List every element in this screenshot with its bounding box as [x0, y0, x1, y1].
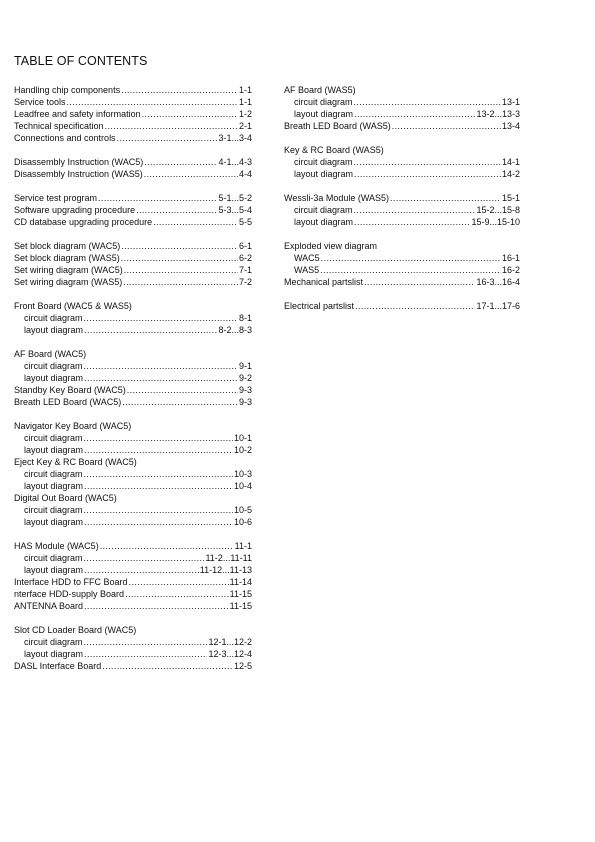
toc-entry-label: WAC5 — [294, 253, 320, 263]
toc-entry — [14, 660, 252, 672]
toc-entry — [284, 192, 520, 204]
toc-entry-page: 16-2 — [501, 265, 520, 275]
toc-entry-page: 9-3 — [238, 385, 252, 395]
toc-entry-label: circuit diagram — [24, 553, 83, 563]
toc-entry — [284, 96, 520, 108]
toc-entry — [284, 204, 520, 216]
toc-entry — [284, 156, 520, 168]
section-spacer — [284, 288, 520, 300]
toc-entry-label: Set block diagram (WAS5) — [14, 253, 120, 263]
dot-leader — [84, 504, 233, 516]
toc-entry-label: circuit diagram — [24, 469, 83, 479]
toc-entry-page: 13-2...13-3 — [476, 109, 520, 119]
dot-leader — [122, 396, 238, 408]
toc-entry-page: 15-2...15-8 — [476, 205, 520, 215]
dot-leader — [127, 384, 238, 396]
dot-leader — [390, 192, 501, 204]
dot-leader — [354, 204, 476, 216]
toc-entry-page: 8-1 — [238, 313, 252, 323]
dot-leader — [84, 324, 217, 336]
toc-section-heading: AF Board (WAC5) — [14, 349, 87, 359]
toc-entry-page: 10-3 — [233, 469, 252, 479]
toc-entry-page: 2-1 — [238, 121, 252, 131]
toc-entry — [14, 252, 252, 264]
toc-entry-label: WAS5 — [294, 265, 320, 275]
toc-entry-label: Service tools — [14, 97, 66, 107]
toc-entry-page: 15-9...15-10 — [471, 217, 520, 227]
toc-entry-label: layout diagram — [24, 373, 84, 383]
toc-entry-page: 11-12...11-13 — [199, 565, 252, 575]
dot-leader — [321, 252, 501, 264]
toc-section-heading: Digital Out Board (WAC5) — [14, 493, 117, 503]
dot-leader — [84, 516, 233, 528]
dot-leader — [84, 600, 229, 612]
toc-entry-page: 4-4 — [238, 169, 252, 179]
toc-entry — [14, 516, 252, 528]
toc-entry-page: 5-1...5-2 — [218, 193, 252, 203]
toc-entry — [14, 204, 252, 216]
toc-entry-label: CD database upgrading procedure — [14, 217, 153, 227]
dot-leader — [84, 468, 233, 480]
dot-leader — [67, 96, 238, 108]
dot-leader — [354, 168, 501, 180]
dot-leader — [84, 648, 207, 660]
toc-entry-page: 1-1 — [238, 85, 252, 95]
toc-entry-page: 10-2 — [233, 445, 252, 455]
toc-entry-label: Breath LED Board (WAC5) — [14, 397, 122, 407]
toc-entry-label: layout diagram — [24, 649, 84, 659]
dot-leader — [84, 360, 238, 372]
toc-entry — [14, 600, 252, 612]
dot-leader — [121, 240, 238, 252]
dot-leader — [105, 120, 238, 132]
section-spacer — [14, 408, 252, 420]
toc-entry — [14, 264, 252, 276]
toc-entry-label: circuit diagram — [24, 433, 83, 443]
dot-leader — [84, 312, 238, 324]
toc-entry-label: circuit diagram — [294, 205, 353, 215]
toc-entry-label: circuit diagram — [24, 361, 83, 371]
toc-entry-label: layout diagram — [24, 325, 84, 335]
toc-entry-page: 5-5 — [238, 217, 252, 227]
toc-entry — [14, 588, 252, 600]
dot-leader — [136, 204, 217, 216]
toc-entry — [14, 468, 252, 480]
dot-leader — [354, 96, 501, 108]
dot-leader — [84, 444, 233, 456]
toc-section-heading: Front Board (WAC5 & WAS5) — [14, 301, 132, 311]
toc-entry — [14, 636, 252, 648]
toc-entry — [284, 216, 520, 228]
toc-entry-label: Set wiring diagram (WAS5) — [14, 277, 123, 287]
dot-leader — [364, 276, 475, 288]
toc-entry-label: Interface HDD to FFC Board — [14, 577, 128, 587]
toc-entry-page: 12-3...12-4 — [208, 649, 252, 659]
toc-entry-label: layout diagram — [294, 109, 354, 119]
toc-entry-page: 6-1 — [238, 241, 252, 251]
toc-entry — [14, 156, 252, 168]
toc-entry — [14, 120, 252, 132]
toc-entry-label: Service test program — [14, 193, 98, 203]
toc-entry — [14, 396, 252, 408]
toc-entry-label: Breath LED Board (WAS5) — [284, 121, 391, 131]
dot-leader — [124, 264, 238, 276]
toc-entry-page: 11-1 — [234, 541, 252, 551]
toc-entry-label: circuit diagram — [24, 637, 83, 647]
toc-entry-label: DASL Interface Board — [14, 661, 102, 671]
toc-entry-label: Standby Key Board (WAC5) — [14, 385, 126, 395]
toc-entry — [14, 480, 252, 492]
toc-entry-page: 15-1 — [501, 193, 520, 203]
toc-entry — [14, 540, 252, 552]
toc-entry-page: 14-2 — [501, 169, 520, 179]
toc-entry-label: Connections and controls — [14, 133, 116, 143]
section-spacer — [14, 144, 252, 156]
toc-entry-page: 12-5 — [233, 661, 252, 671]
toc-entry-page: 11-14 — [229, 577, 252, 587]
toc-entry — [284, 300, 520, 312]
toc-entry — [284, 252, 520, 264]
toc-entry — [14, 324, 252, 336]
dot-leader — [142, 108, 238, 120]
toc-entry-page: 16-3...16-4 — [476, 277, 520, 287]
toc-entry-page: 3-1...3-4 — [218, 133, 252, 143]
toc-entry — [14, 648, 252, 660]
section-spacer — [14, 528, 252, 540]
toc-entry-page: 5-3...5-4 — [218, 205, 252, 215]
toc-entry-page: 9-2 — [238, 373, 252, 383]
toc-entry-page: 9-3 — [238, 397, 252, 407]
toc-entry-page: 10-5 — [233, 505, 252, 515]
dot-leader — [100, 540, 234, 552]
toc-entry-label: nterface HDD-supply Board — [14, 589, 125, 599]
toc-entry — [284, 120, 520, 132]
toc-entry-page: 9-1 — [238, 361, 252, 371]
toc-entry — [284, 108, 520, 120]
toc-entry-label: layout diagram — [24, 445, 84, 455]
toc-entry-page: 11-15 — [229, 589, 252, 599]
dot-leader — [84, 552, 205, 564]
section-spacer — [14, 288, 252, 300]
toc-entry-page: 10-4 — [233, 481, 252, 491]
section-spacer — [14, 612, 252, 624]
dot-leader — [117, 132, 218, 144]
toc-entry-label: layout diagram — [24, 565, 84, 575]
dot-leader — [392, 120, 501, 132]
toc-entry-page: 17-1...17-6 — [476, 301, 520, 311]
dot-leader — [121, 84, 238, 96]
toc-entry-page: 14-1 — [501, 157, 520, 167]
toc-entry-page: 6-2 — [238, 253, 252, 263]
toc-entry-page: 10-1 — [233, 433, 252, 443]
toc-entry-page: 1-2 — [238, 109, 252, 119]
toc-entry-label: Handling chip components — [14, 85, 121, 95]
toc-left-column — [14, 84, 252, 672]
dot-leader — [84, 480, 233, 492]
toc-entry-label: ANTENNA Board — [14, 601, 84, 611]
dot-leader — [144, 168, 238, 180]
toc-section-heading: Exploded view diagram — [284, 241, 378, 251]
toc-entry-page: 13-1 — [501, 97, 520, 107]
toc-entry-label: layout diagram — [24, 481, 84, 491]
dot-leader — [354, 216, 470, 228]
dot-leader — [98, 192, 217, 204]
dot-leader — [121, 252, 238, 264]
dot-leader — [354, 156, 501, 168]
toc-entry-label: Technical specification — [14, 121, 104, 131]
toc-entry — [284, 264, 520, 276]
toc-entry-page: 11-2...11-11 — [205, 553, 252, 563]
toc-entry — [14, 444, 252, 456]
toc-entry-page: 10-6 — [233, 517, 252, 527]
toc-entry — [14, 216, 252, 228]
toc-entry — [284, 168, 520, 180]
dot-leader — [354, 108, 475, 120]
toc-entry-label: Set wiring diagram (WAC5) — [14, 265, 123, 275]
toc-entry-label: circuit diagram — [294, 157, 353, 167]
section-spacer — [284, 180, 520, 192]
toc-entry-label: layout diagram — [294, 169, 354, 179]
dot-leader — [125, 588, 229, 600]
toc-entry — [284, 276, 520, 288]
toc-entry — [14, 372, 252, 384]
dot-leader — [102, 660, 233, 672]
toc-entry-label: Wessli-3a Module (WAS5) — [284, 193, 390, 203]
toc-entry-page: 16-1 — [501, 253, 520, 263]
toc-entry-label: layout diagram — [24, 517, 84, 527]
dot-leader — [84, 636, 208, 648]
toc-entry — [14, 384, 252, 396]
toc-right-column — [284, 84, 520, 312]
page-title: TABLE OF CONTENTS — [14, 54, 148, 68]
toc-entry — [14, 84, 252, 96]
toc-entry-label: layout diagram — [294, 217, 354, 227]
toc-entry — [14, 168, 252, 180]
toc-entry — [14, 360, 252, 372]
toc-entry-label: HAS Module (WAC5) — [14, 541, 99, 551]
toc-section-heading: AF Board (WAS5) — [284, 85, 356, 95]
toc-entry — [14, 96, 252, 108]
dot-leader — [123, 276, 238, 288]
dot-leader — [84, 372, 238, 384]
dot-leader — [355, 300, 475, 312]
toc-entry-label: Electrical partslist — [284, 301, 355, 311]
toc-entry-label: Software upgrading procedure — [14, 205, 136, 215]
section-spacer — [284, 132, 520, 144]
toc-entry — [14, 240, 252, 252]
toc-entry — [14, 132, 252, 144]
toc-entry — [14, 432, 252, 444]
toc-entry-page: 8-2...8-3 — [218, 325, 252, 335]
section-spacer — [14, 336, 252, 348]
toc-entry-page: 13-4 — [501, 121, 520, 131]
toc-entry — [14, 576, 252, 588]
section-spacer — [14, 228, 252, 240]
toc-entry — [14, 564, 252, 576]
toc-section-heading: Navigator Key Board (WAC5) — [14, 421, 132, 431]
toc-entry-page: 7-2 — [238, 277, 252, 287]
toc-entry-label: Leadfree and safety information — [14, 109, 141, 119]
toc-entry — [14, 504, 252, 516]
dot-leader — [153, 216, 238, 228]
toc-entry-label: Disassembly Instruction (WAC5) — [14, 157, 144, 167]
toc-entry-label: Disassembly Instruction (WAS5) — [14, 169, 143, 179]
toc-entry — [14, 276, 252, 288]
dot-leader — [144, 156, 217, 168]
toc-entry-label: Set block diagram (WAC5) — [14, 241, 121, 251]
toc-entry — [14, 108, 252, 120]
dot-leader — [84, 432, 233, 444]
toc-entry-label: circuit diagram — [24, 505, 83, 515]
section-spacer — [14, 180, 252, 192]
toc-entry-label: Mechanical partslist — [284, 277, 364, 287]
dot-leader — [320, 264, 501, 276]
toc-entry — [14, 312, 252, 324]
toc-entry-page: 12-1...12-2 — [208, 637, 252, 647]
toc-entry-page: 4-1...4-3 — [218, 157, 252, 167]
toc-entry-label: circuit diagram — [294, 97, 353, 107]
toc-entry-page: 11-15 — [229, 601, 252, 611]
toc-entry — [14, 552, 252, 564]
toc-section-heading: Slot CD Loader Board (WAC5) — [14, 625, 137, 635]
toc-entry — [14, 192, 252, 204]
toc-entry-label: circuit diagram — [24, 313, 83, 323]
toc-entry-page: 1-1 — [238, 97, 252, 107]
toc-section-heading: Key & RC Board (WAS5) — [284, 145, 384, 155]
toc-entry-page: 7-1 — [238, 265, 252, 275]
dot-leader — [84, 564, 199, 576]
section-spacer — [284, 228, 520, 240]
toc-section-heading: Eject Key & RC Board (WAC5) — [14, 457, 137, 467]
dot-leader — [129, 576, 229, 588]
